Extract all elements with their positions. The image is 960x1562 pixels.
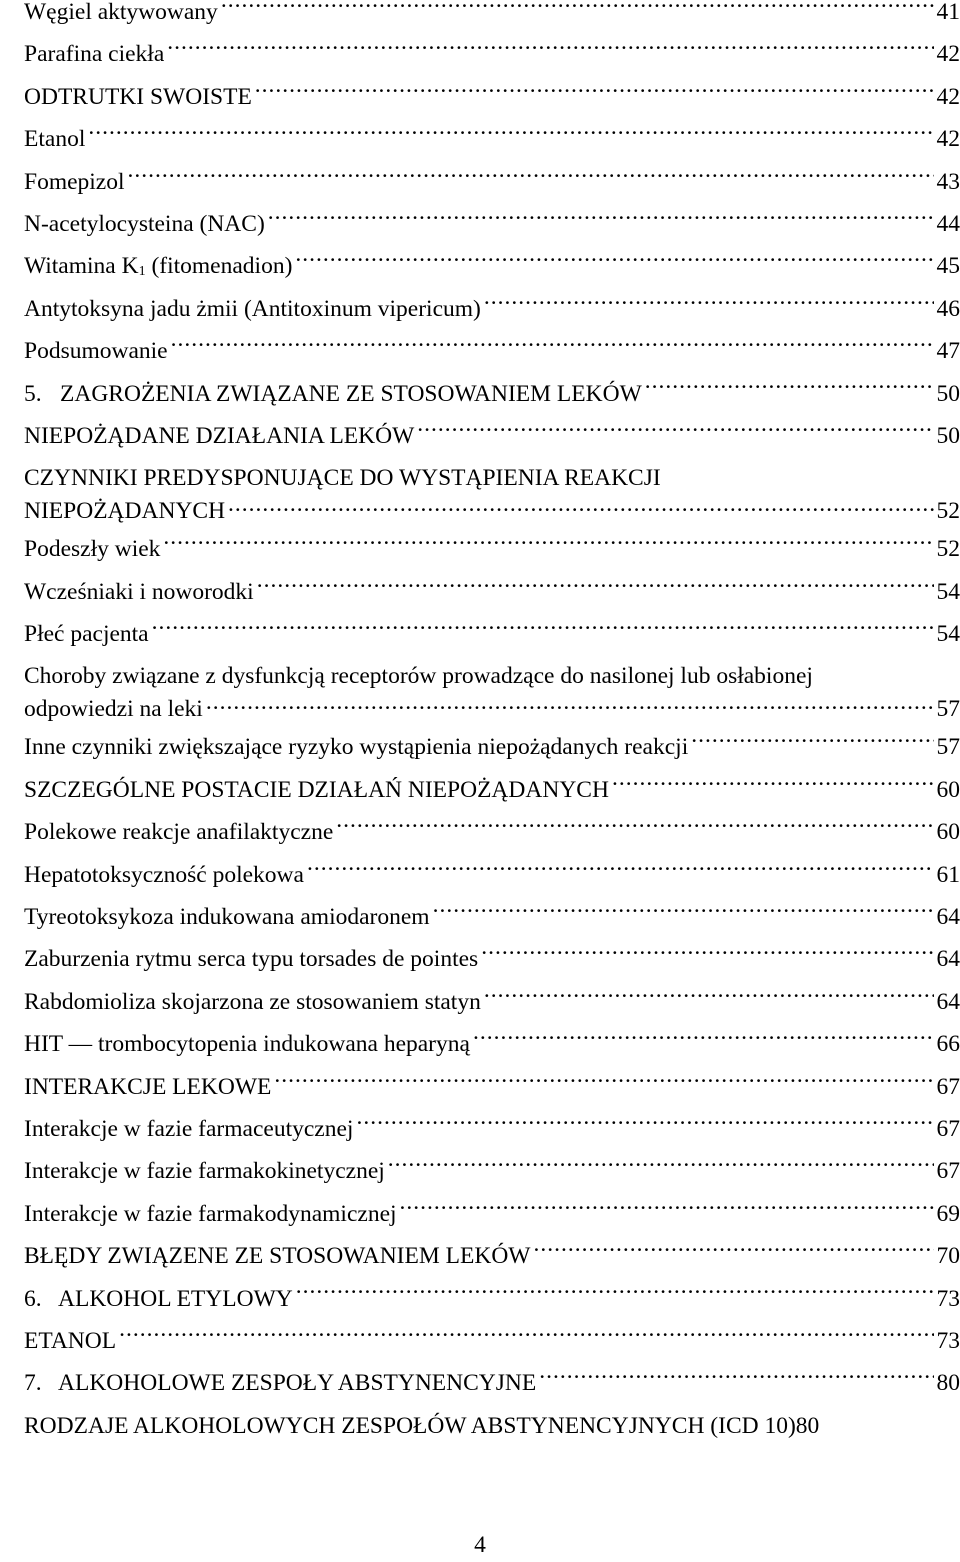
- toc-entry[interactable]: [24, 1023, 960, 1065]
- toc-entry[interactable]: [24, 896, 960, 938]
- toc-entry-title: ODTRUTKI SWOISTE: [24, 83, 252, 110]
- toc-entry-title: Rabdomioliza skojarzona ze stosowaniem statyn: [24, 988, 481, 1015]
- toc-entry-page: 60: [936, 819, 960, 846]
- toc-entry-page: 54: [936, 621, 960, 648]
- toc-entry-title: Etanol: [24, 126, 86, 153]
- dot-leader: [128, 165, 934, 189]
- toc-entry[interactable]: [24, 1278, 960, 1320]
- toc-entry-page: 52: [936, 536, 960, 563]
- toc-entry-title: INTERAKCJE LEKOWE: [24, 1073, 272, 1100]
- toc-entry-page: 64: [936, 904, 960, 931]
- dot-leader: [88, 123, 933, 147]
- dot-leader: [388, 1155, 934, 1179]
- dot-leader: [295, 250, 933, 274]
- toc-entry-page: 70: [936, 1243, 960, 1270]
- dot-leader: [206, 692, 934, 716]
- dot-leader: [167, 38, 933, 62]
- dot-leader: [274, 1070, 933, 1094]
- toc-entry-page: 80: [795, 1412, 820, 1439]
- toc-entry-page: 54: [936, 578, 960, 605]
- toc-entry-title: Zaburzenia rytmu serca typu torsades de pointes: [24, 946, 479, 973]
- toc-entry-page: 60: [936, 776, 960, 803]
- toc-entry[interactable]: [24, 330, 960, 372]
- toc-entry-page: 61: [936, 861, 960, 888]
- toc-entry-title: HIT — trombocytopenia indukowana heparyną: [24, 1031, 470, 1058]
- dot-leader: [163, 533, 933, 557]
- page-number: 4: [474, 1532, 486, 1558]
- dot-leader: [228, 494, 933, 518]
- dot-leader: [691, 731, 933, 755]
- toc-entry-page: 50: [936, 380, 960, 407]
- toc-entry-page: 80: [936, 1370, 960, 1397]
- toc-entry[interactable]: [24, 938, 960, 980]
- toc-entry-title: Hepatotoksyczność polekowa: [24, 861, 304, 888]
- dot-leader: [612, 773, 934, 797]
- toc-entry[interactable]: [24, 1320, 960, 1362]
- toc-entry-page: 45: [936, 253, 960, 280]
- toc-entry-page: 42: [936, 83, 960, 110]
- toc-entry-title-continued: NIEPOŻĄDANYCH: [24, 497, 226, 524]
- toc-entry[interactable]: [24, 161, 960, 203]
- toc-entry[interactable]: [24, 288, 960, 330]
- toc-entry-title: Interakcje w fazie farmaceutycznej: [24, 1115, 354, 1142]
- dot-leader: [221, 0, 934, 19]
- toc-entry-page: 64: [936, 946, 960, 973]
- toc-entry-page: 46: [936, 295, 960, 322]
- chapter-number: 6.: [24, 1285, 42, 1312]
- chapter-number: 5.: [24, 380, 42, 407]
- toc-entry[interactable]: [24, 613, 960, 655]
- toc-entry-title: Antytoksyna jadu żmii (Antitoxinum vipericum): [24, 295, 481, 322]
- table-of-contents: [24, 0, 960, 1447]
- toc-entry[interactable]: [24, 245, 960, 287]
- toc-entry-title: Witamina $K_1$ (fitomenadion): [24, 253, 293, 280]
- toc-entry-title: SZCZEGÓLNE POSTACIE DZIAŁAŃ NIEPOŻĄDANYCH: [24, 776, 609, 803]
- toc-entry-page: 67: [936, 1158, 960, 1185]
- toc-entry-title: Węgiel aktywowany: [24, 0, 218, 25]
- toc-entry[interactable]: [24, 769, 960, 811]
- dot-leader: [433, 901, 934, 925]
- toc-entry-page: 73: [936, 1285, 960, 1312]
- toc-entry-page: 69: [936, 1200, 960, 1227]
- toc-entry-page: 73: [936, 1327, 960, 1354]
- toc-entry[interactable]: [24, 415, 960, 457]
- toc-entry[interactable]: [24, 1150, 960, 1192]
- toc-entry-title: BŁĘDY ZWIĄZENE ZE STOSOWANIEM LEKÓW: [24, 1243, 531, 1270]
- toc-entry-page: 64: [936, 988, 960, 1015]
- dot-leader: [152, 618, 934, 642]
- toc-entry[interactable]: [24, 528, 960, 570]
- toc-entry-title: Podsumowanie: [24, 338, 168, 365]
- dot-leader: [336, 816, 933, 840]
- dot-leader: [307, 858, 934, 882]
- dot-leader: [255, 80, 934, 104]
- toc-entry-title: ALKOHOL ETYLOWY: [58, 1285, 293, 1312]
- toc-entry-title: RODZAJE ALKOHOLOWYCH ZESPOŁÓW ABSTYNENCYJNYCH (ICD 10): [24, 1412, 796, 1439]
- dot-leader: [645, 377, 934, 401]
- toc-entry[interactable]: [24, 655, 960, 726]
- toc-entry-page: 67: [936, 1115, 960, 1142]
- dot-leader: [417, 419, 933, 443]
- dot-leader: [484, 985, 934, 1009]
- toc-entry-title: CZYNNIKI PREDYSPONUJĄCE DO WYSTĄPIENIA REAKCJI: [24, 465, 661, 492]
- toc-entry-page: 47: [936, 338, 960, 365]
- toc-entry-page: 57: [936, 695, 960, 722]
- toc-entry-title: Podeszły wiek: [24, 536, 161, 563]
- toc-entry-title: Interakcje w fazie farmakodynamicznej: [24, 1200, 397, 1227]
- toc-entry-page: 57: [936, 734, 960, 761]
- toc-entry[interactable]: [24, 981, 960, 1023]
- dot-leader: [268, 207, 934, 231]
- toc-entry-title: Tyreotoksykoza indukowana amiodaronem: [24, 904, 430, 931]
- toc-entry-title: Interakcje w fazie farmakokinetycznej: [24, 1158, 385, 1185]
- toc-entry[interactable]: [24, 0, 960, 33]
- toc-entry-title: NIEPOŻĄDANE DZIAŁANIA LEKÓW: [24, 422, 415, 449]
- dot-leader: [473, 1028, 934, 1052]
- toc-entry-page: 66: [936, 1031, 960, 1058]
- toc-entry[interactable]: [24, 118, 960, 160]
- toc-entry[interactable]: [24, 33, 960, 75]
- dot-leader: [171, 335, 934, 359]
- dot-leader: [400, 1197, 934, 1221]
- dot-leader: [539, 1367, 933, 1391]
- dot-leader: [119, 1324, 933, 1348]
- toc-entry[interactable]: [24, 203, 960, 245]
- toc-entry-title: Wcześniaki i noworodki: [24, 578, 254, 605]
- toc-entry-page: 67: [936, 1073, 960, 1100]
- toc-entry-title-continued: odpowiedzi na leki: [24, 695, 203, 722]
- toc-entry[interactable]: [24, 1235, 960, 1277]
- dot-leader: [484, 292, 934, 316]
- toc-entry[interactable]: [24, 76, 960, 118]
- dot-leader: [257, 575, 934, 599]
- toc-entry[interactable]: [24, 1108, 960, 1150]
- toc-entry-title: Płeć pacjenta: [24, 621, 149, 648]
- toc-entry-page: 52: [936, 497, 960, 524]
- dot-leader: [296, 1282, 934, 1306]
- toc-entry[interactable]: [24, 373, 960, 415]
- toc-entry-title: ALKOHOLOWE ZESPOŁY ABSTYNENCYJNE: [58, 1370, 537, 1397]
- toc-entry[interactable]: [24, 811, 960, 853]
- toc-entry-page: 42: [936, 126, 960, 153]
- toc-entry-title: Polekowe reakcje anafilaktyczne: [24, 819, 334, 846]
- toc-entry[interactable]: [24, 457, 960, 528]
- toc-entry-title: Choroby związane z dysfunkcją receptorów prowadzące do nasilonej lub osłabionej: [24, 663, 813, 690]
- toc-entry-page: 50: [936, 422, 960, 449]
- dot-leader: [356, 1112, 933, 1136]
- toc-entry-title: Fomepizol: [24, 168, 125, 195]
- toc-entry-title: ZAGROŻENIA ZWIĄZANE ZE STOSOWANIEM LEKÓW: [60, 380, 642, 407]
- toc-entry-page: 44: [936, 210, 960, 237]
- toc-entry[interactable]: [24, 726, 960, 768]
- dot-leader: [533, 1240, 933, 1264]
- toc-entry-title: Parafina ciekła: [24, 41, 165, 68]
- toc-entry-page: 41: [936, 0, 960, 25]
- toc-entry[interactable]: [24, 1066, 960, 1108]
- toc-entry[interactable]: [24, 1362, 960, 1404]
- chapter-number: 7.: [24, 1370, 42, 1397]
- toc-entry[interactable]: [24, 854, 960, 896]
- toc-entry-page: 43: [936, 168, 960, 195]
- dot-leader: [481, 943, 933, 967]
- toc-entry-title: N-acetylocysteina (NAC): [24, 210, 265, 237]
- toc-entry-title: ETANOL: [24, 1327, 117, 1354]
- toc-entry-page: 42: [936, 41, 960, 68]
- toc-entry-title: Inne czynniki zwiększające ryzyko wystąpienia niepożądanych reakcji: [24, 734, 689, 761]
- toc-entry[interactable]: [24, 1405, 960, 1447]
- toc-entry[interactable]: [24, 571, 960, 613]
- toc-entry[interactable]: [24, 1193, 960, 1235]
